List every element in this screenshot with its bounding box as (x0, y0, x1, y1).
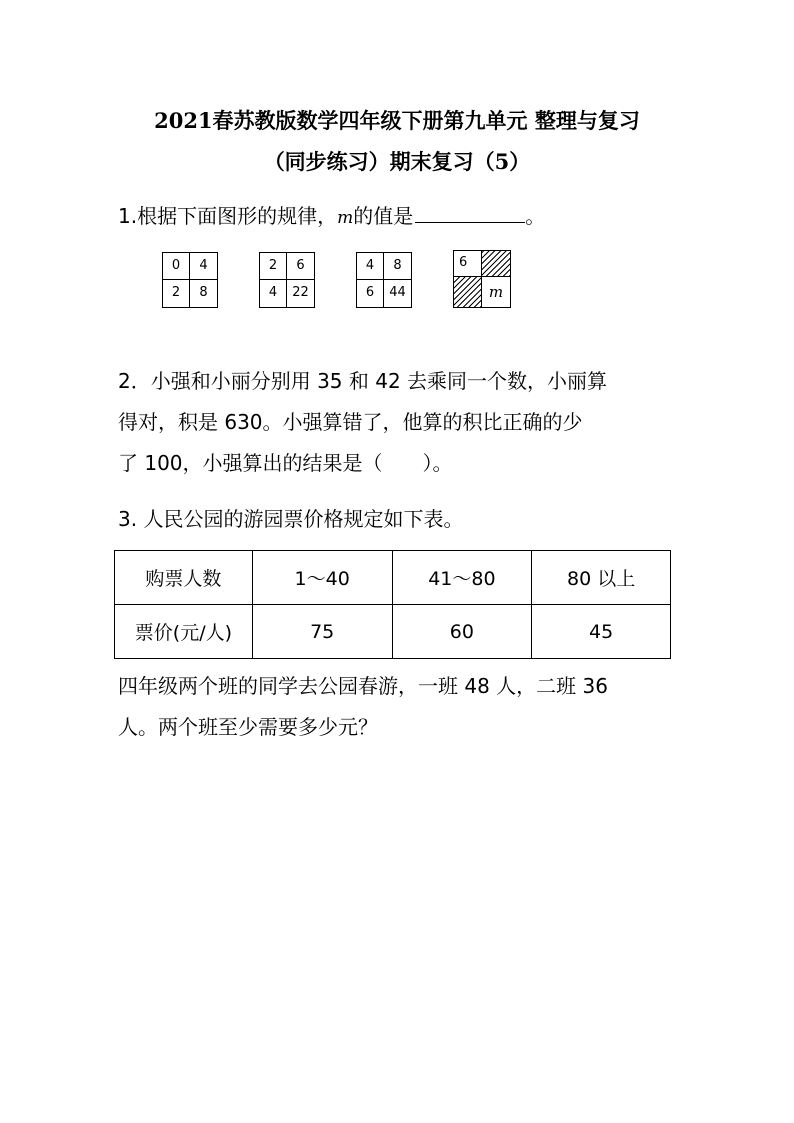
table-row (115, 605, 671, 659)
question-1-end: 。 (525, 204, 546, 228)
grid-cell: 6 (357, 280, 384, 307)
grid-cell: 2 (260, 253, 287, 280)
question-3-line-1: 四年级两个班的同学去公园春游，一班 48 人，二班 36 (118, 674, 608, 698)
pattern-grid-3 (356, 252, 412, 308)
answer-blank[interactable] (415, 202, 525, 223)
table-cell: 75 (252, 605, 392, 659)
grid-cell: 6 (454, 251, 482, 277)
title-line-2: （同步练习）期末复习（5） (263, 149, 531, 174)
grid-cell: 8 (199, 285, 208, 300)
question-2-line-3: 了 100，小强算出的结果是（ ）。 (118, 451, 453, 475)
question-2-line-1: 2．小强和小丽分别用 35 和 42 去乘同一个数，小丽算 (118, 369, 608, 393)
ticket-price-table (114, 550, 671, 659)
grid-cell-m: m (488, 283, 504, 301)
table-cell: 购票人数 (115, 551, 253, 605)
table-cell: 1～40 (252, 551, 392, 605)
table-cell: 45 (532, 605, 671, 659)
question-1-text-after: 的值是 (353, 204, 414, 228)
question-1 (118, 200, 678, 234)
question-3-heading: 3. 人民公园的游园票价格规定如下表。 (118, 507, 464, 531)
pattern-grid-2 (259, 252, 315, 308)
table-row (115, 551, 671, 605)
table-cell: 60 (392, 605, 532, 659)
grid-cell: 6 (287, 253, 314, 280)
grid-cell: 2 (163, 280, 190, 307)
grid-cell: 4 (260, 280, 287, 307)
question-1-text: 1.根据下面图形的规律， (118, 204, 338, 228)
pattern-grid-1 (162, 252, 218, 308)
grid-cell: 22 (292, 285, 309, 300)
pattern-grid-4 (453, 250, 511, 308)
grid-cell: 0 (163, 253, 190, 280)
table-cell: 票价(元/人) (115, 605, 253, 659)
grid-cell: 4 (357, 253, 384, 280)
grid-cell: 4 (190, 253, 217, 280)
question-3-line-2: 人。两个班至少需要多少元？ (118, 715, 378, 739)
hatched-cell (482, 251, 510, 277)
variable-m: m (337, 208, 354, 228)
question-2-line-2: 得对，积是 630。小强算错了，他算的积比正确的少 (118, 410, 583, 434)
table-cell: 41～80 (392, 551, 532, 605)
grid-cell: 8 (384, 253, 411, 280)
hatched-cell (454, 277, 482, 307)
table-cell: 80 以上 (532, 551, 671, 605)
grid-cell: 44 (389, 285, 406, 300)
title-line-1: 2021春苏教版数学四年级下册第九单元 整理与复习 (154, 108, 640, 133)
